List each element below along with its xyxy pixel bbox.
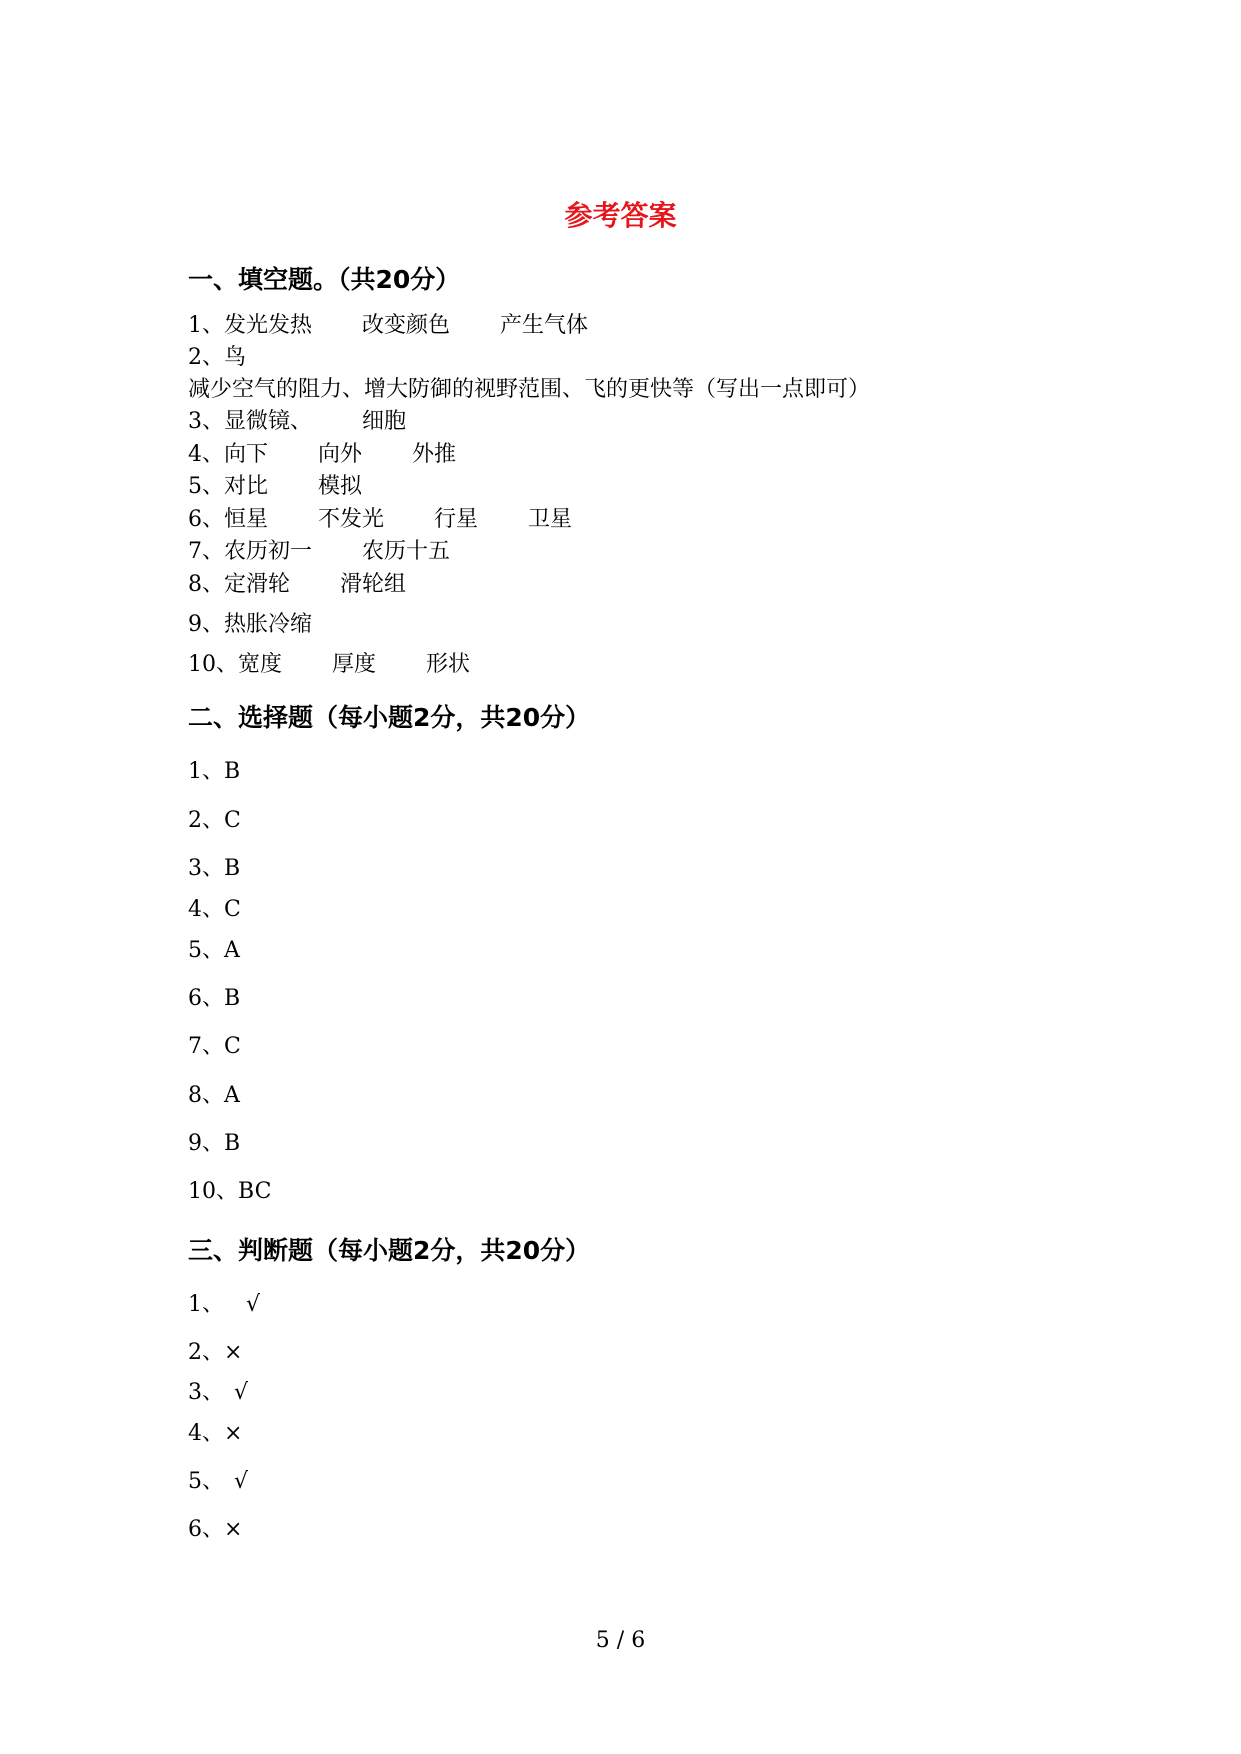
question-number: 7、 <box>188 539 224 564</box>
question-number: 2、 <box>188 808 224 833</box>
answer-line <box>188 1032 241 1062</box>
check-mark: √ <box>234 1469 249 1494</box>
answer-text: 细胞 <box>362 409 407 434</box>
answer-text: BC <box>238 1179 272 1204</box>
answer-text: 减少空气的阻力、增大防御的视野范围、飞的更快等（写出一点即可） <box>188 377 871 402</box>
answer-text: B <box>224 1131 241 1156</box>
answer-text: 产生气体 <box>500 313 589 338</box>
answer-line <box>188 806 241 836</box>
answer-text: B <box>224 856 241 881</box>
question-number: 4、 <box>188 442 224 467</box>
answer-text: 农历初一 <box>224 539 313 564</box>
answer-line <box>188 1177 271 1207</box>
page-title: 参考答案 <box>564 199 677 232</box>
answer-text: 滑轮组 <box>340 572 407 597</box>
question-number: 9、 <box>188 612 224 637</box>
check-mark: √ <box>234 1380 249 1405</box>
answer-line <box>188 472 362 502</box>
answer-text: 农历十五 <box>362 539 451 564</box>
answer-line <box>188 757 240 787</box>
answer-line <box>188 1081 240 1111</box>
answer-text: 向外 <box>318 442 363 467</box>
answer-line <box>188 375 870 405</box>
answer-line <box>188 1290 260 1320</box>
question-number: 2、 <box>188 345 224 370</box>
answer-text: C <box>224 1034 241 1059</box>
answer-text: 恒星 <box>224 507 269 532</box>
answer-line <box>188 343 246 373</box>
answer-line <box>188 1515 242 1545</box>
question-number: 8、 <box>188 572 224 597</box>
question-number: 4、 <box>188 897 224 922</box>
answer-text: 对比 <box>224 474 269 499</box>
cross-mark: × <box>224 1421 243 1446</box>
answer-line <box>188 537 450 567</box>
section-heading-multiple-choice: 二、选择题（每小题2分，共20分） <box>188 703 591 732</box>
answer-text: 形状 <box>426 652 471 677</box>
answer-line <box>188 895 241 925</box>
question-number: 6、 <box>188 986 224 1011</box>
answer-line <box>188 1129 240 1159</box>
answer-text: 热胀冷缩 <box>224 612 313 637</box>
answer-line <box>188 1467 248 1497</box>
question-number: 9、 <box>188 1131 224 1156</box>
answer-text: A <box>224 1083 240 1108</box>
answer-line <box>188 936 240 966</box>
question-number: 5、 <box>188 474 224 499</box>
question-number: 4、 <box>188 1421 224 1446</box>
question-number: 8、 <box>188 1083 224 1108</box>
section-heading-fill-blank: 一、填空题。（共20分） <box>188 265 461 294</box>
answer-line <box>188 984 240 1014</box>
answer-text: B <box>224 759 241 784</box>
answer-text: 鸟 <box>224 345 247 370</box>
question-number: 7、 <box>188 1034 224 1059</box>
answer-text: 卫星 <box>528 507 573 532</box>
question-number: 5、 <box>188 1469 224 1494</box>
question-number: 6、 <box>188 1517 224 1542</box>
answer-text: B <box>224 986 241 1011</box>
answer-text: 宽度 <box>238 652 283 677</box>
question-number: 1、 <box>188 759 224 784</box>
answer-line <box>188 854 240 884</box>
answer-text: A <box>224 938 240 963</box>
question-number: 6、 <box>188 507 224 532</box>
answer-text: 发光发热 <box>224 313 313 338</box>
answer-line <box>188 311 588 341</box>
section-heading-true-false: 三、判断题（每小题2分，共20分） <box>188 1236 591 1265</box>
question-number: 5、 <box>188 938 224 963</box>
question-number: 3、 <box>188 1380 224 1405</box>
answer-text: 不发光 <box>318 507 385 532</box>
answer-text: 外推 <box>412 442 457 467</box>
answer-text: 定滑轮 <box>224 572 291 597</box>
answer-text: 模拟 <box>318 474 363 499</box>
answer-line <box>188 440 456 470</box>
cross-mark: × <box>224 1517 243 1542</box>
answer-text: 厚度 <box>332 652 377 677</box>
question-number: 3、 <box>188 856 224 881</box>
question-number: 10、 <box>188 652 238 677</box>
answer-text: 改变颜色 <box>362 313 451 338</box>
answer-line <box>188 505 572 535</box>
answer-line <box>188 1419 242 1449</box>
page-number: 5 / 6 <box>595 1628 646 1653</box>
check-mark: √ <box>246 1292 261 1317</box>
answer-text: 显微镜、 <box>224 409 313 434</box>
question-number: 2、 <box>188 1340 224 1365</box>
answer-line <box>188 570 406 600</box>
question-number: 1、 <box>188 1292 224 1317</box>
answer-line <box>188 610 312 640</box>
answer-line <box>188 650 470 680</box>
question-number: 3、 <box>188 409 224 434</box>
cross-mark: × <box>224 1340 243 1365</box>
answer-text: 向下 <box>224 442 269 467</box>
answer-line <box>188 407 406 437</box>
question-number: 1、 <box>188 313 224 338</box>
answer-line <box>188 1338 242 1368</box>
answer-line <box>188 1378 248 1408</box>
answer-text: C <box>224 897 241 922</box>
answer-text: 行星 <box>434 507 479 532</box>
answer-text: C <box>224 808 241 833</box>
question-number: 10、 <box>188 1179 238 1204</box>
